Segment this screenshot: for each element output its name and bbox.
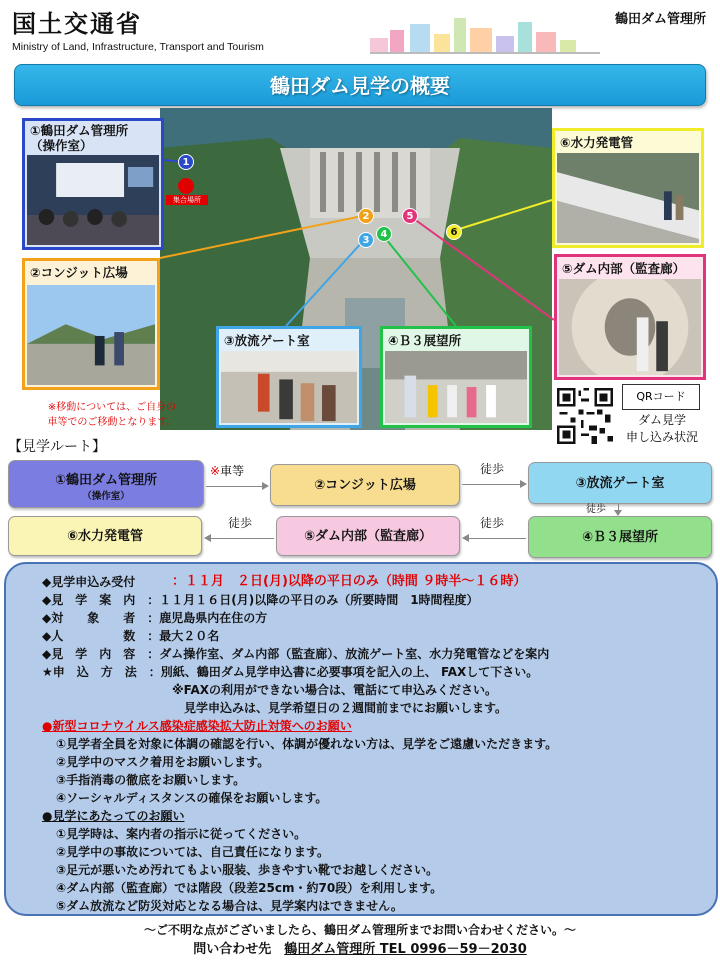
info-capacity: ◆人 数 ：最大２０名 <box>42 629 220 643</box>
covid-item-3: ③手指消毒の徹底をお願いします。 <box>56 773 246 787</box>
spot-label-control-room: ①鶴田ダム管理所 （操作室） <box>30 123 129 153</box>
meeting-place-label: 集合場所 <box>166 195 208 205</box>
contact-phone[interactable]: 鶴田ダム管理所 TEL 0996－59－2030 <box>284 942 527 957</box>
info-target: ◆対 象 者 ：鹿児島県内在住の方 <box>42 611 268 625</box>
info-content: ◆見 学 内 容 ：ダム操作室、ダム内部（監査廊）、放流ゲート室、水力発電管などを案内 <box>42 647 550 661</box>
covid-section-title: ●新型コロナウイルス感染症感染拡大防止対策へのお願い <box>42 719 352 733</box>
qr-code-label: QRコード <box>622 384 700 410</box>
page-title: 鶴田ダム見学の概要 <box>270 74 450 98</box>
inquiry-note: ～ご不明な点がございましたら、鶴田ダム管理所までお問い合わせください。～ <box>143 923 576 937</box>
marker-3: 3 <box>358 232 374 248</box>
info-reception-label: ◆見学申込み受付 <box>42 575 136 589</box>
spot-label-b3-observatory: ④Ｂ３展望所 <box>388 333 462 348</box>
car-note-mark: ※ <box>210 464 221 478</box>
route-step-2 <box>270 464 460 506</box>
info-guide: ◆見 学 案 内 ：１１月１６日(月)以降の平日のみ（所要時間 1時間程度） <box>42 593 479 607</box>
route-arrow-3-4 <box>586 504 650 516</box>
spot-label-conduit-plaza: ②コンジット広場 <box>30 265 128 280</box>
visit-info-panel <box>4 562 718 916</box>
visit-item-5: ⑤ダム放流など防災対応となる場合は、見学案内はできません。 <box>56 899 403 913</box>
ministry-english-name: Ministry of Land, Infrastructure, Transport and Tourism <box>12 41 264 53</box>
info-deadline: 見学申込みは、見学希望日の２週間前までにお願いします。 <box>184 701 508 715</box>
spot-label-gate-room: ③放流ゲート室 <box>224 333 310 348</box>
visit-item-1: ①見学時は、案内者の指示に従ってください。 <box>56 827 307 841</box>
route-arrow-4-5 <box>462 516 526 550</box>
route-step-3 <box>528 462 712 504</box>
ministry-logo-text: 国土交通省 <box>12 10 142 38</box>
contact-prefix: 問い合わせ先 <box>193 942 285 957</box>
route-step-5 <box>276 516 460 556</box>
contact-line <box>0 938 720 957</box>
route-section-title: 【見学ルート】 <box>8 439 106 455</box>
visit-item-2: ②見学中の事故については、自己責任になります。 <box>56 845 329 859</box>
route-arrow-5-6 <box>204 516 274 550</box>
marker-2: 2 <box>358 208 374 224</box>
arrow-left-icon <box>204 534 211 542</box>
visit-item-4: ④ダム内部（監査廊）では階段（段差25cm・約70段）を利用します。 <box>56 881 443 895</box>
route-step-4-label: ④Ｂ３展望所 <box>581 530 658 545</box>
qr-code-description: ダム見学 申し込み状況 <box>625 413 698 444</box>
route-arrow-2-3 <box>462 462 526 496</box>
covid-item-1: ①見学者全員を対象に体調の確認を行い、体調が優れない方は、見学をご遠慮いただきます。 <box>56 737 558 751</box>
arrow-left-icon <box>462 534 469 542</box>
route-step-6 <box>8 516 202 556</box>
dam-office-name: 鶴田ダム管理所 <box>614 12 706 27</box>
route-step-2-label: ②コンジット広場 <box>314 478 416 493</box>
arrow-down-icon <box>614 510 622 516</box>
walk-label-3-4: 徒歩 <box>586 504 606 515</box>
arrow-right-icon <box>520 480 527 488</box>
route-arrow-1-2 <box>206 464 268 498</box>
route-step-4 <box>528 516 712 558</box>
walk-label-2-3: 徒歩 <box>480 462 505 476</box>
marker-4: 4 <box>376 226 392 242</box>
walk-label-4-5: 徒歩 <box>480 516 505 530</box>
covid-item-2: ②見学中のマスク着用をお願いします。 <box>56 755 270 769</box>
spot-label-penstock: ⑥水力発電管 <box>560 135 634 150</box>
marker-1: 1 <box>178 154 194 170</box>
route-step-1-sub: （操作室） <box>82 491 130 502</box>
info-fax-note: ※FAXの利用ができない場合は、電話にて申込みください。 <box>172 683 498 697</box>
marker-6: 6 <box>446 224 462 240</box>
visit-requests-title: ●見学にあたってのお願い <box>42 809 185 823</box>
info-reception-value: ：１１月 ２日(月)以降の平日のみ（時間 ９時半～１６時） <box>172 574 527 589</box>
qr-code-image[interactable] <box>557 388 613 444</box>
route-step-5-label: ⑤ダム内部（監査廊） <box>303 529 432 544</box>
route-step-6-label: ⑥水力発電管 <box>66 529 143 544</box>
transport-note: ※移動については、ご自身の 車等でのご移動となります。 <box>47 402 177 428</box>
car-label: 車等 <box>220 464 245 478</box>
marker-5: 5 <box>402 208 418 224</box>
info-method: ★申 込 方 法 ：別紙、鶴田ダム見学申込書に必要事項を記入の上、 FAXして下さい。 <box>42 665 539 679</box>
walk-label-5-6: 徒歩 <box>228 516 253 530</box>
route-step-1 <box>8 460 204 508</box>
covid-item-4: ④ソーシャルディスタンスの確保をお願いします。 <box>56 791 328 805</box>
route-step-3-label: ③放流ゲート室 <box>575 476 665 491</box>
route-step-1-label: ①鶴田ダム管理所 <box>54 473 157 488</box>
visit-item-3: ③足元が悪いため汚れてもよい服装、歩きやすい靴でお越しください。 <box>56 863 439 877</box>
arrow-right-icon <box>262 482 269 490</box>
spot-label-inspection-gallery: ⑤ダム内部（監査廊） <box>562 261 686 276</box>
